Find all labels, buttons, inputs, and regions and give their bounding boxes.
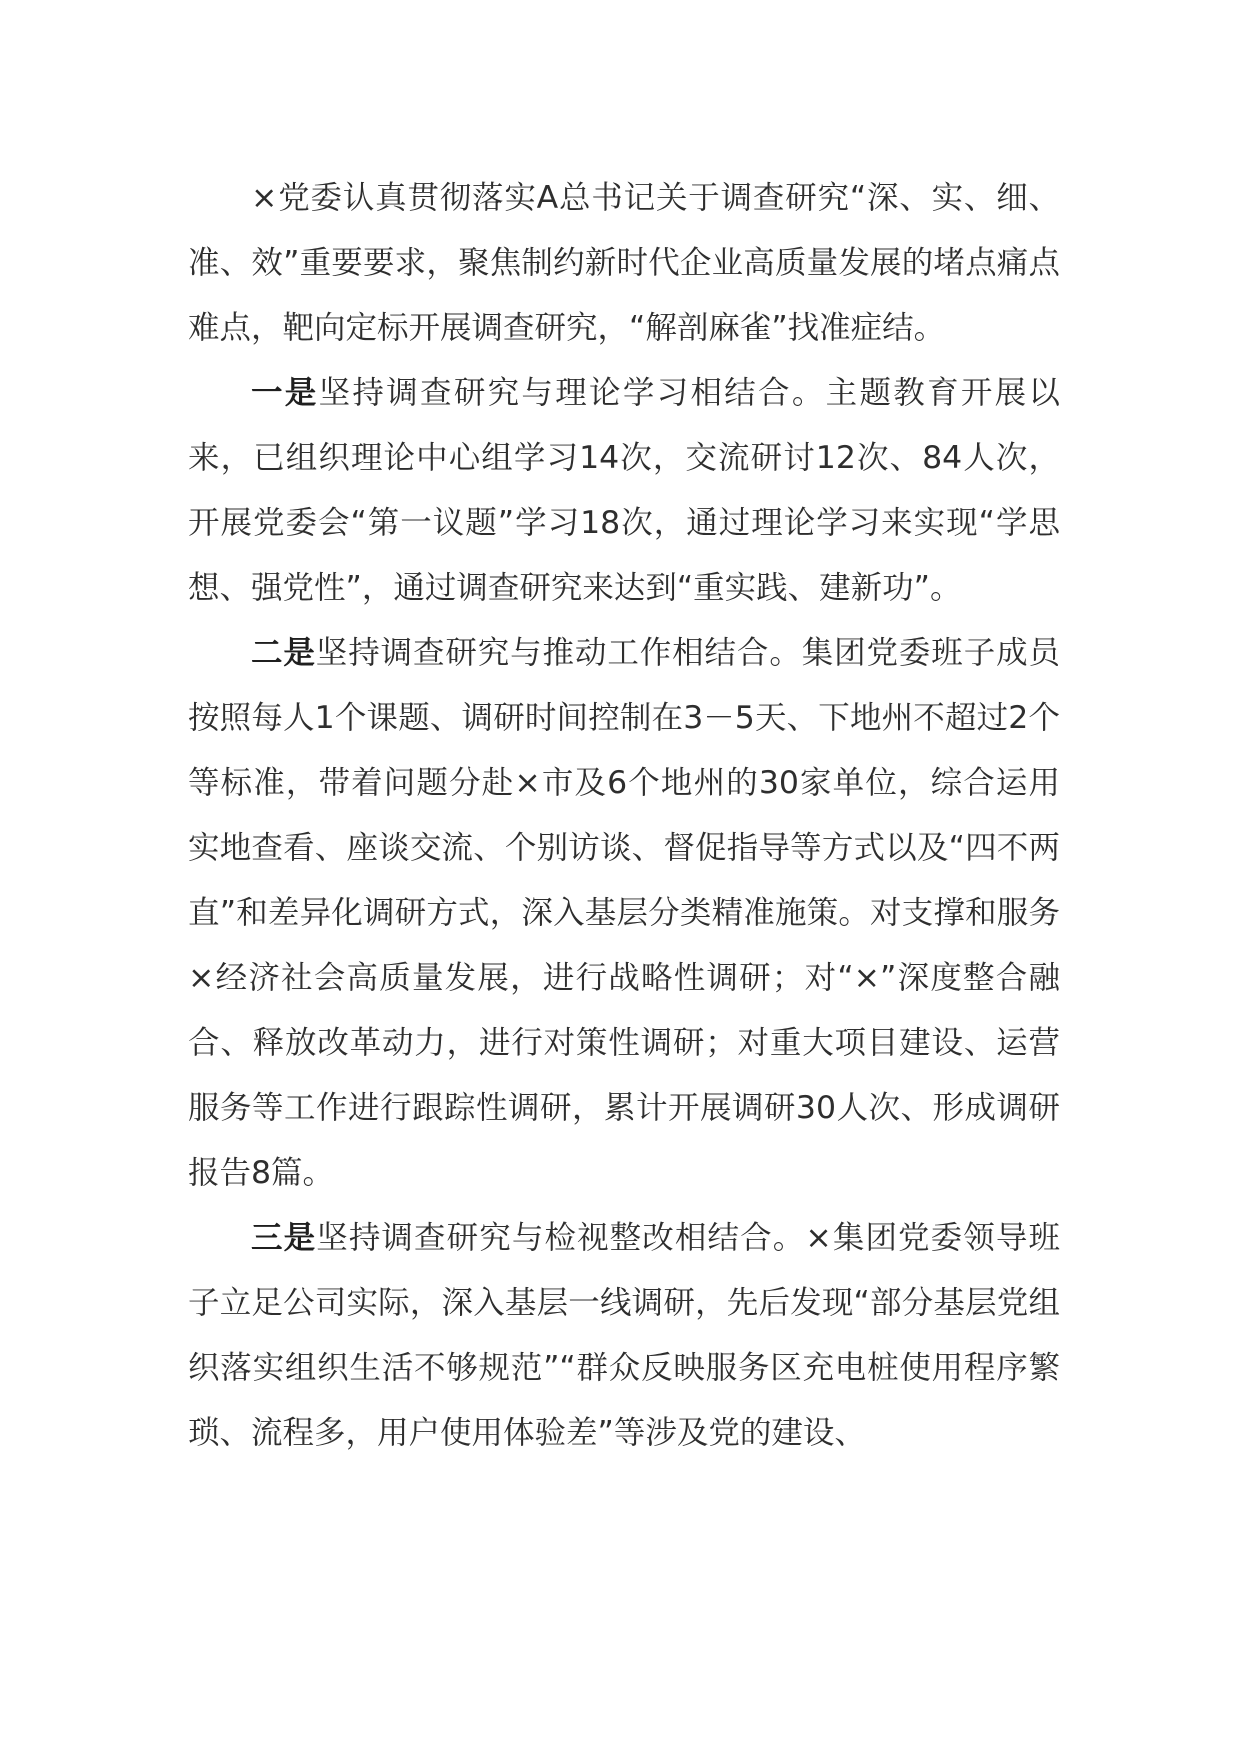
paragraph-text: 坚持调查研究与理论学习相结合。主题教育开展以来，已组织理论中心组学习14次，交流研讨12次、84人次，开展党委会“第一议题”学习18次，通过理论学习来实现“学思想、强党性”，通过调查研究来达到“重实践、建新功”。 (188, 375, 1060, 606)
paragraph-lead: 二是 (251, 635, 316, 671)
paragraph-point-three (188, 1206, 1060, 1466)
document-body (188, 166, 1060, 1466)
paragraph-point-two (188, 621, 1060, 1206)
paragraph-lead: 三是 (251, 1220, 317, 1256)
paragraph-text: 坚持调查研究与推动工作相结合。集团党委班子成员按照每人1个课题、调研时间控制在3－5天、下地州不超过2个等标准，带着问题分赴×市及6个地州的30家单位，综合运用实地查看、座谈交流、个别访谈、督促指导等方式以及“四不两直”和差异化调研方式，深入基层分类精准施策。对支撑和服务×经济社会高质量发展，进行战略性调研；对“×”深度整合融合、释放改革动力，进行对策性调研；对重大项目建设、运营服务等工作进行跟踪性调研，累计开展调研30人次、形成调研报告8篇。 (188, 635, 1060, 1191)
paragraph-text: 坚持调查研究与检视整改相结合。×集团党委领导班子立足公司实际，深入基层一线调研，先后发现“部分基层党组织落实组织生活不够规范”“群众反映服务区充电桩使用程序繁琐、流程多，用户使用体验差”等涉及党的建设、 (188, 1220, 1060, 1451)
paragraph-text: ×党委认真贯彻落实A总书记关于调查研究“深、实、细、准、效”重要要求，聚焦制约新时代企业高质量发展的堵点痛点难点，靶向定标开展调查研究，“解剖麻雀”找准症结。 (188, 180, 1060, 346)
paragraph-point-one (188, 361, 1060, 621)
paragraph-intro (188, 166, 1060, 361)
paragraph-lead: 一是 (251, 375, 319, 411)
